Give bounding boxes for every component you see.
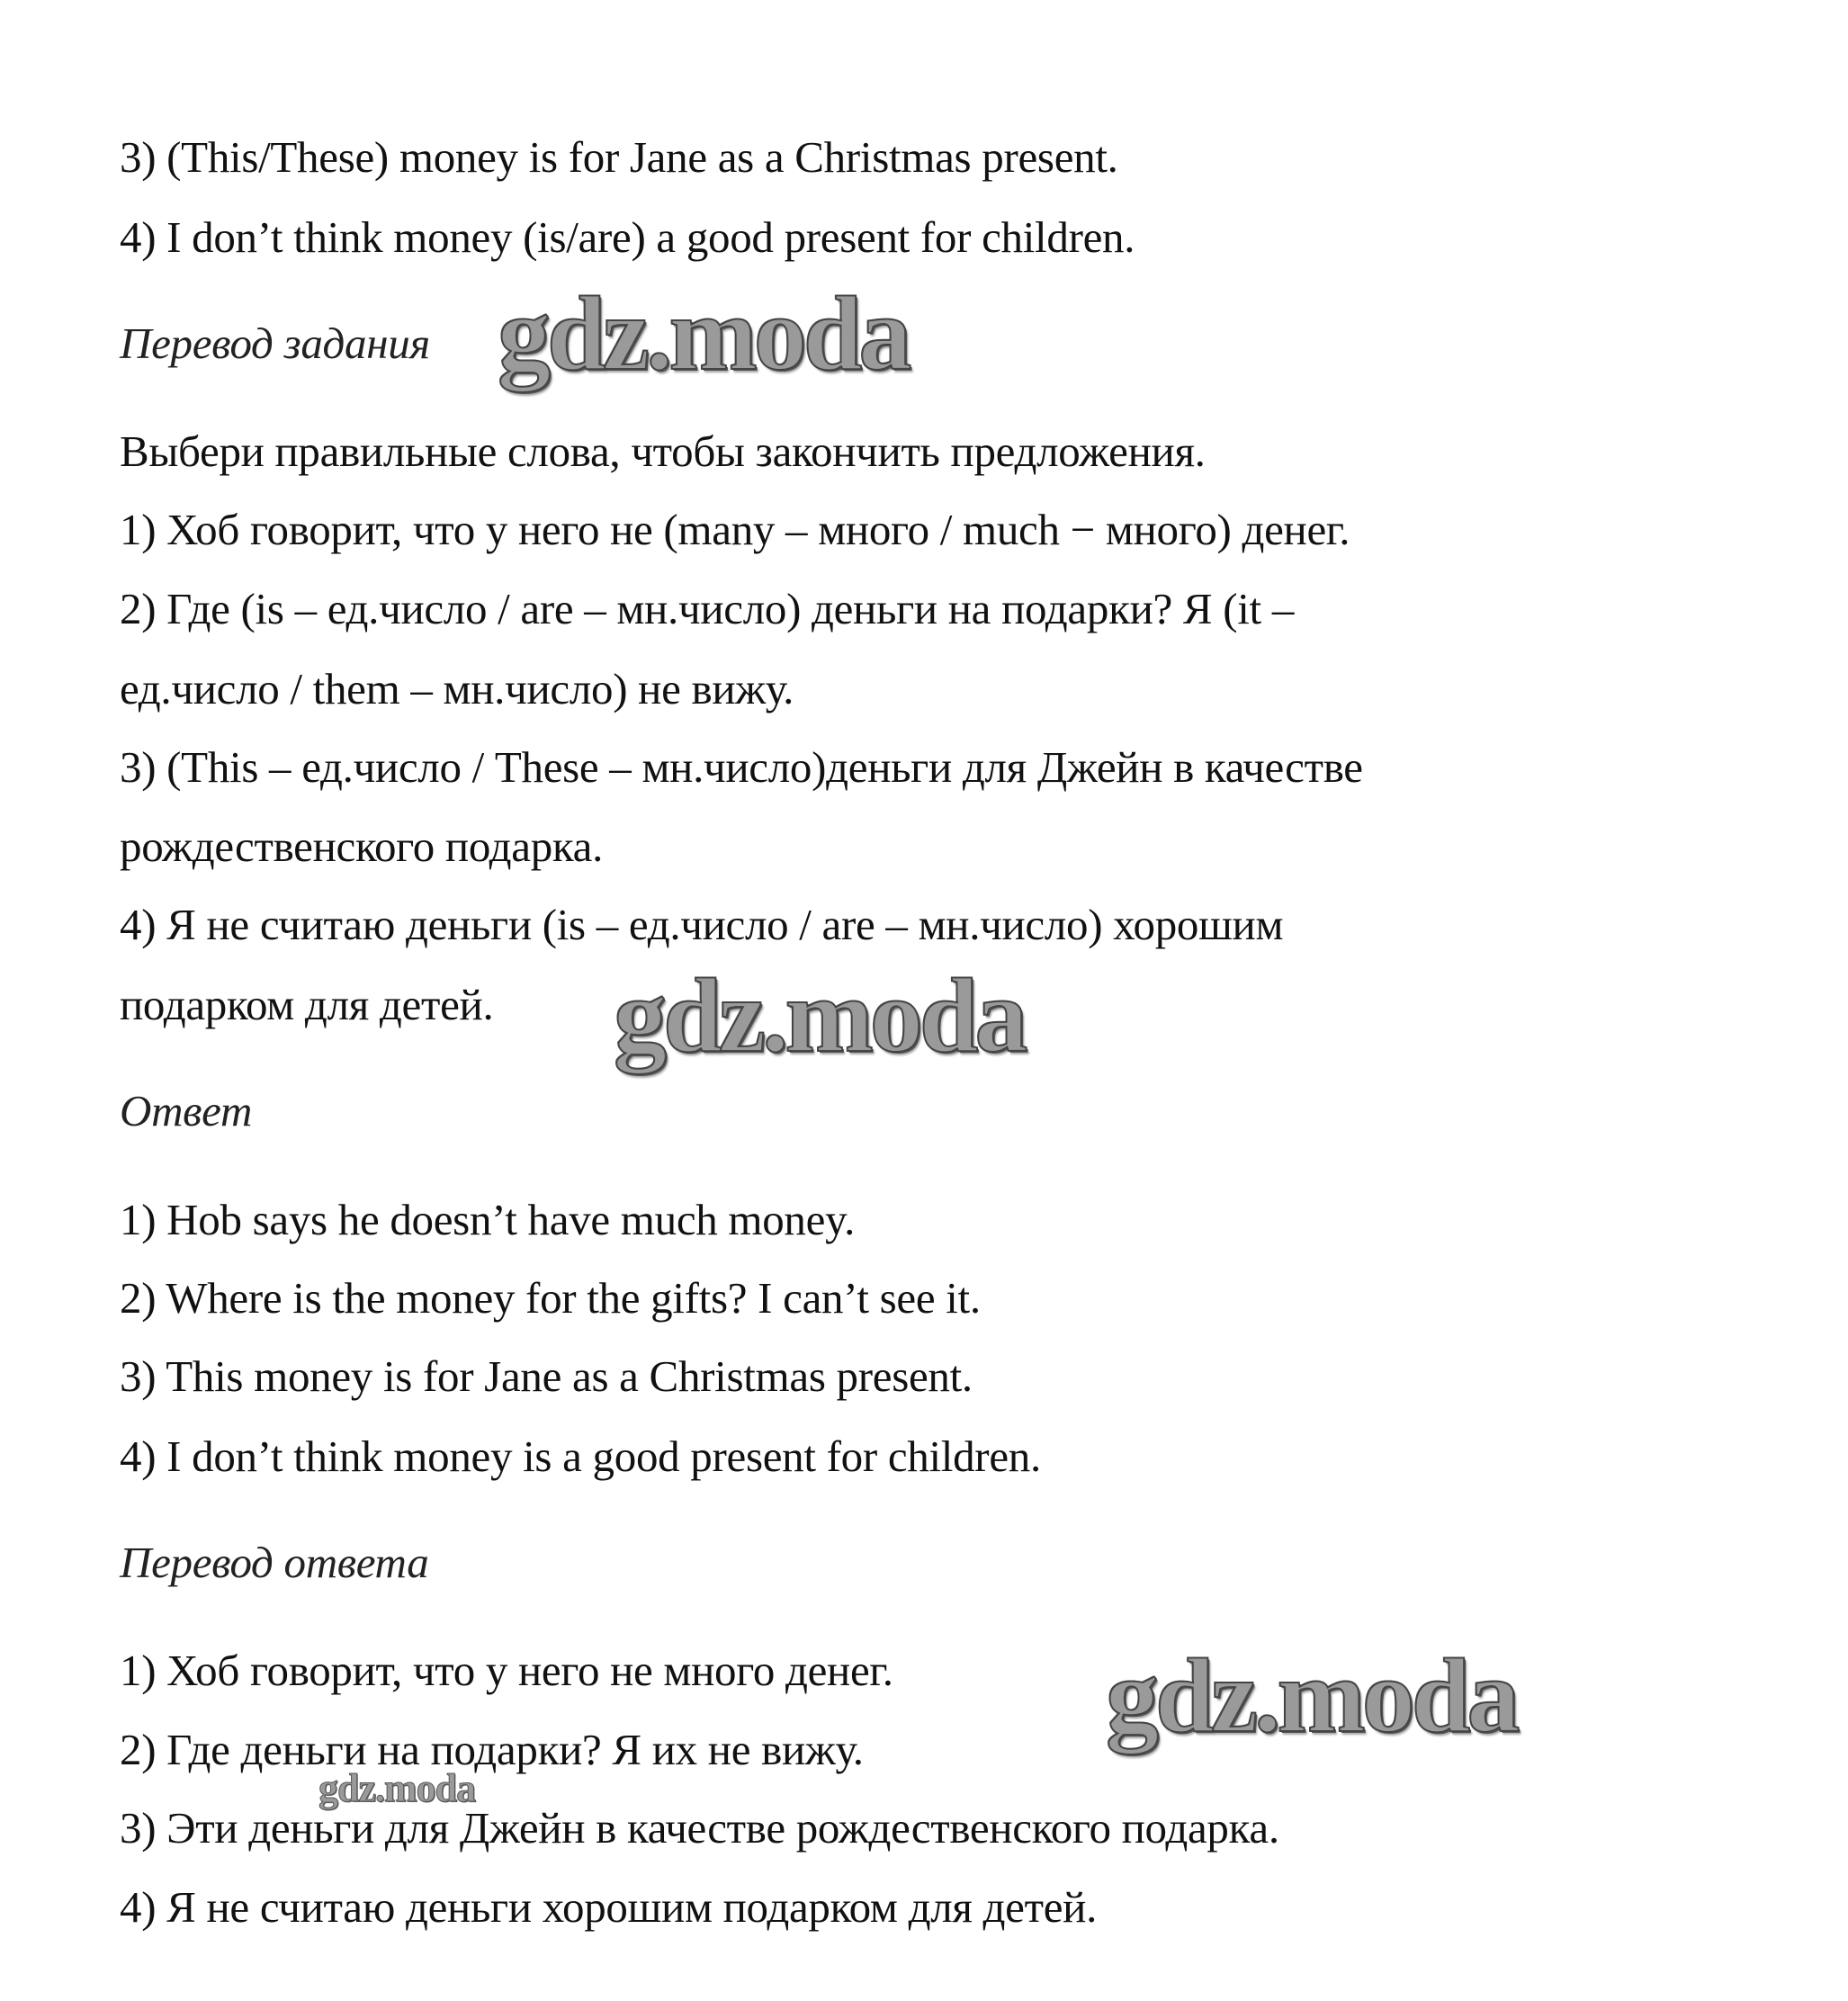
exercise-line: 3) (This/These) money is for Jane as a Christmas present. [120,132,1118,182]
task-translation-line: 4) Я не считаю деньги (is – ед.число / are – мн.число) хорошим [120,900,1284,949]
watermark-logo: gdz.moda [498,274,909,392]
answer-line: 2) Where is the money for the gifts? I can’t see it. [120,1273,981,1323]
answer-translation-heading: Перевод ответа [120,1538,429,1587]
task-translation-heading: Перевод задания [120,319,430,368]
watermark-logo-small: gdz.moda [318,1766,476,1810]
task-translation-line: подарком для детей. [120,980,494,1029]
task-translation-line: рождественского подарка. [120,821,604,871]
watermark-logo: gdz.moda [1106,1637,1517,1754]
watermark-logo: gdz.moda [614,956,1025,1074]
task-translation-line: 1) Хоб говорит, что у него не (many – много / much − много) денег. [120,505,1350,554]
answer-translation-line: 4) Я не считаю деньги хорошим подарком для детей. [120,1882,1098,1932]
answer-line: 3) This money is for Jane as a Christmas present. [120,1351,973,1401]
task-translation-line: ед.число / them – мн.число) не вижу. [120,664,794,713]
answer-line: 1) Hob says he doesn’t have much money. [120,1195,856,1244]
task-translation-line: 3) (This – ед.число / These – мн.число)деньги для Джейн в качестве [120,742,1363,792]
task-translation-line: 2) Где (is – ед.число / are – мн.число) деньги на подарки? Я (it – [120,584,1295,633]
answer-translation-line: 3) Эти деньги для Джейн в качестве рождественского подарка. [120,1803,1279,1853]
answer-translation-line: 1) Хоб говорит, что у него не много денег. [120,1646,893,1695]
answer-translation-line: 2) Где деньги на подарки? Я их не вижу. [120,1725,864,1774]
answer-heading: Ответ [120,1086,253,1135]
task-translation-line: Выбери правильные слова, чтобы закончить предложения. [120,426,1206,476]
exercise-line: 4) I don’t think money (is/are) a good present for children. [120,212,1135,262]
answer-line: 4) I don’t think money is a good present for children. [120,1431,1041,1481]
